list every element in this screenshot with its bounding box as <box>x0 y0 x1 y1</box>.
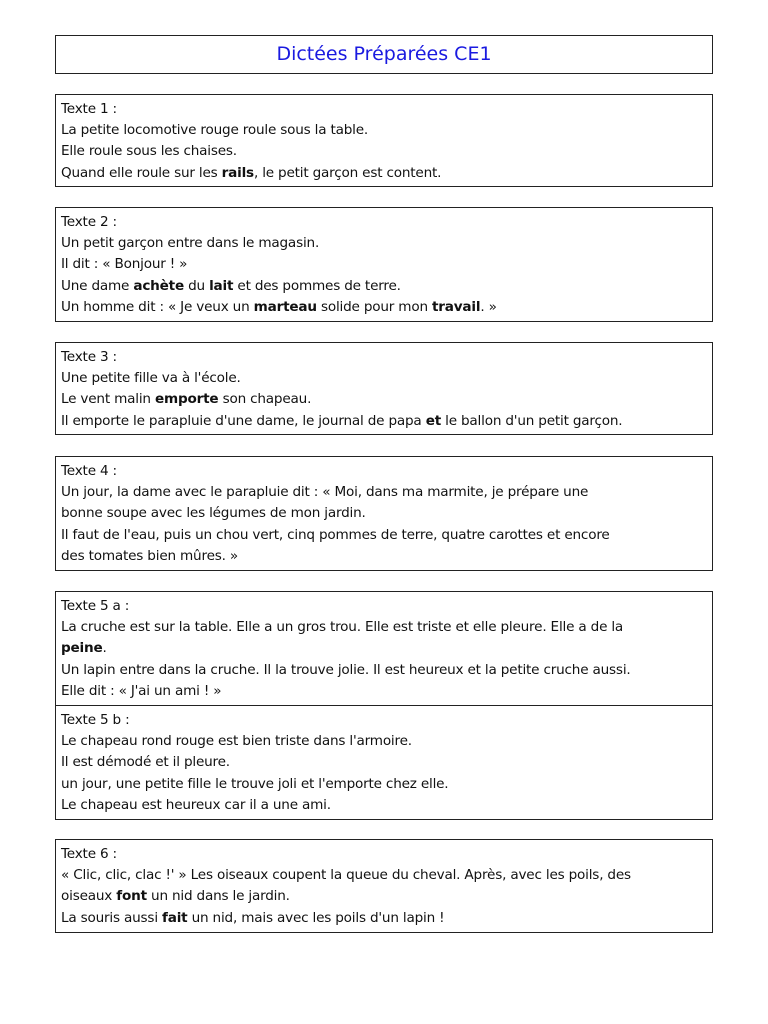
text-segment: le ballon d'un petit garçon. <box>441 412 623 429</box>
text-line <box>61 297 708 318</box>
text-segment: Le vent malin <box>61 391 155 408</box>
bold-word: et <box>425 412 442 429</box>
text-segment: Le chapeau rond rouge est bien triste dans l'armoire. <box>61 733 412 750</box>
text-box-5b <box>55 705 713 820</box>
bold-word: lait <box>209 277 234 294</box>
text-line <box>61 503 708 524</box>
bold-word: peine <box>61 640 103 657</box>
page-title: Dictées Préparées CE1 <box>276 43 492 65</box>
text-line <box>61 546 708 567</box>
text-line <box>61 731 708 752</box>
text-label: Texte 5 b : <box>61 712 130 728</box>
text-segment: un nid, mais avec les poils d'un lapin ! <box>187 909 445 926</box>
text-line <box>61 638 708 659</box>
text-line <box>61 795 708 816</box>
text-line <box>61 886 708 907</box>
text-label: Texte 6 : <box>61 846 117 862</box>
bold-word: travail <box>432 298 481 315</box>
text-line <box>61 141 708 162</box>
text-label: Texte 2 : <box>61 214 117 230</box>
text-box-5a <box>55 591 713 706</box>
text-segment: des tomates bien mûres. » <box>61 547 238 564</box>
text-line <box>61 411 708 432</box>
text-segment: Il est démodé et il pleure. <box>61 754 230 771</box>
text-segment: Un lapin entre dans la cruche. Il la trouve jolie. Il est heureux et la petite cruche aussi. <box>61 661 631 678</box>
text-segment: un nid dans le jardin. <box>146 888 290 905</box>
text-box-1 <box>55 94 713 187</box>
text-segment: oiseaux <box>61 888 117 905</box>
text-segment: La petite locomotive rouge roule sous la table. <box>61 122 369 139</box>
bold-word: achète <box>133 277 184 294</box>
text-segment: un jour, une petite fille le trouve joli et l'emporte chez elle. <box>61 775 449 792</box>
bold-word: font <box>116 888 147 905</box>
text-segment: Elle roule sous les chaises. <box>61 143 237 160</box>
text-line <box>61 617 708 638</box>
text-line <box>61 120 708 141</box>
text-label: Texte 1 : <box>61 101 117 117</box>
text-box-2 <box>55 207 713 322</box>
text-line <box>61 752 708 773</box>
text-line <box>61 525 708 546</box>
text-segment: Quand elle roule sur les <box>61 164 222 181</box>
text-label: Texte 3 : <box>61 349 117 365</box>
text-segment: du <box>184 277 210 294</box>
text-label: Texte 4 : <box>61 463 117 479</box>
text-line <box>61 233 708 254</box>
bold-word: marteau <box>253 298 317 315</box>
text-segment: Le chapeau est heureux car il a une ami. <box>61 796 331 813</box>
text-segment: « Clic, clic, clac !' » Les oiseaux coupent la queue du cheval. Après, avec les poils, des <box>61 867 631 884</box>
bold-word: emporte <box>154 391 219 408</box>
text-segment: . <box>102 640 107 657</box>
text-line <box>61 389 708 410</box>
text-line <box>61 774 708 795</box>
text-segment: La souris aussi <box>61 909 163 926</box>
text-line <box>61 276 708 297</box>
text-segment: Un homme dit : « Je veux un <box>61 298 254 315</box>
text-segment: . » <box>480 298 497 315</box>
text-box-4 <box>55 456 713 571</box>
text-segment: son chapeau. <box>218 391 312 408</box>
text-box-3 <box>55 342 713 435</box>
text-segment: bonne soupe avec les légumes de mon jardin. <box>61 505 366 522</box>
text-segment: Il emporte le parapluie d'une dame, le journal de papa <box>61 412 426 429</box>
text-label: Texte 5 a : <box>61 598 130 614</box>
text-segment: Elle dit : « J'ai un ami ! » <box>61 682 222 699</box>
text-line <box>61 660 708 681</box>
bold-word: fait <box>162 909 188 926</box>
text-segment: , le petit garçon est content. <box>253 164 442 181</box>
text-segment: solide pour mon <box>316 298 432 315</box>
text-segment: Un petit garçon entre dans le magasin. <box>61 235 320 252</box>
text-line <box>61 482 708 503</box>
title-box <box>55 35 713 74</box>
text-line <box>61 254 708 275</box>
text-segment: et des pommes de terre. <box>233 277 401 294</box>
text-line <box>61 908 708 929</box>
text-segment: Une petite fille va à l'école. <box>61 370 241 387</box>
text-line <box>61 681 708 702</box>
bold-word: rails <box>221 164 254 181</box>
text-segment: Un jour, la dame avec le parapluie dit : « Moi, dans ma marmite, je prépare une <box>61 484 589 501</box>
text-segment: Une dame <box>61 277 134 294</box>
text-segment: Il faut de l'eau, puis un chou vert, cinq pommes de terre, quatre carottes et encore <box>61 526 610 543</box>
text-line <box>61 163 708 184</box>
text-segment: La cruche est sur la table. Elle a un gros trou. Elle est triste et elle pleure. Elle a de la <box>61 619 624 636</box>
text-line <box>61 865 708 886</box>
text-box-6 <box>55 839 713 933</box>
text-segment: Il dit : « Bonjour ! » <box>61 256 188 273</box>
text-line <box>61 368 708 389</box>
